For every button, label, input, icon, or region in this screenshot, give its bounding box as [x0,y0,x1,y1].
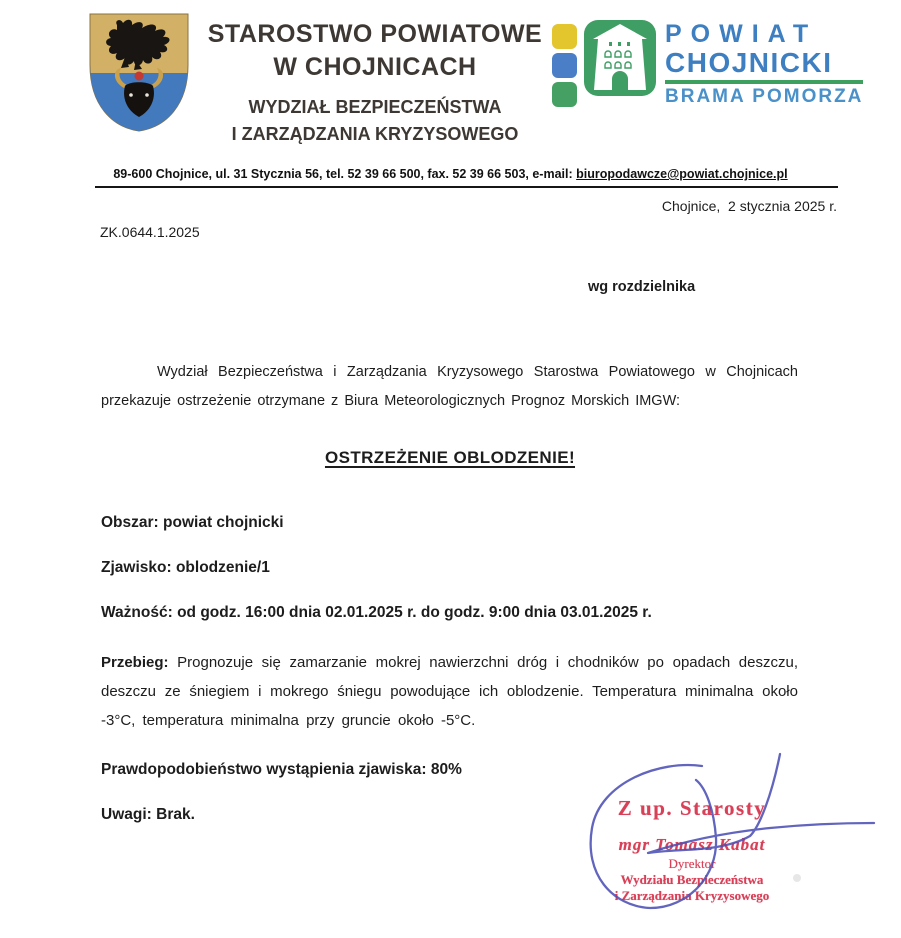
blue-square-icon [552,53,577,78]
stamp-line1: Z up. Starosty [617,796,767,820]
organization-name [196,18,554,84]
remarks-line: Uwagi: Brak. [101,806,195,823]
org-name-line2: W CHOJNICACH [273,53,477,81]
stamp-line2: mgr Tomasz Kabat [618,835,766,854]
yellow-square-icon [552,24,577,49]
department-name [196,94,554,148]
logo-wordmark [665,22,863,106]
stamp-line5: i Zarządzania Kryzysowego [614,888,770,903]
header-divider [95,186,838,188]
przebieg-label: Przebieg: [101,654,169,671]
green-square-icon [552,82,577,107]
place-and-date: Chojnice, 2 stycznia 2025 r. [661,198,837,214]
dept-line2: I ZARZĄDZANIA KRYZYSOWEGO [231,124,519,144]
field-zjawisko: Zjawisko: oblodzenie/1 [101,559,270,576]
przebieg-text: Prognozuje się zamarzanie mokrej nawierzchni dróg i chodników po opadach deszczu, deszczu ze śniegiem i mokrego śniegu powodujące ich oblodzenie. Temperatura minimalna około -3°C, temperatura minimalna przy gruncie około -5°C. [101,654,798,729]
przebieg-paragraph [101,648,798,735]
warning-title: OSTRZEŻENIE OBLODZENIE! [324,448,576,467]
stamp-line3: Dyrektor [668,856,716,871]
addressee-line: wg rozdzielnika [588,279,696,295]
email-link[interactable]: biuropodawcze@powiat.chojnice.pl [576,167,788,181]
contact-info-line [60,167,841,181]
powiat-chojnicki-logo [552,18,863,107]
official-stamp [566,796,818,904]
brama-pomorza-tower-icon [583,18,657,103]
dept-line1: WYDZIAŁ BEZPIECZEŃSTWA [248,97,502,117]
org-name-line1: STAROSTWO POWIATOWE [207,20,543,48]
contact-text: 89-600 Chojnice, ul. 31 Stycznia 56, tel. 52 39 66 500, fax. 52 39 66 503, e-mail: [113,167,577,181]
stamp-line4: Wydziału Bezpieczeństwa [620,872,764,887]
intro-paragraph: Wydział Bezpieczeństwa i Zarządzania Kryzysowego Starostwa Powiatowego w Chojnicach przekazuje ostrzeżenie otrzymane z Biura Meteorologicznych Prognoz Morskich IMGW: [101,364,798,409]
logo-line2: CHOJNICKI [665,47,833,78]
logo-line3: BRAMA POMORZA [665,80,863,106]
logo-line1: POWIAT [665,20,818,48]
logo-color-squares-icon [552,24,577,107]
reference-number: ZK.0644.1.2025 [100,224,200,240]
probability-line: Prawdopodobieństwo wystąpienia zjawiska: 80% [101,761,462,778]
field-obszar: Obszar: powiat chojnicki [101,514,284,531]
coat-of-arms-icon [84,10,194,139]
field-waznosc: Ważność: od godz. 16:00 dnia 02.01.2025 r. do godz. 9:00 dnia 03.01.2025 r. [101,604,652,621]
